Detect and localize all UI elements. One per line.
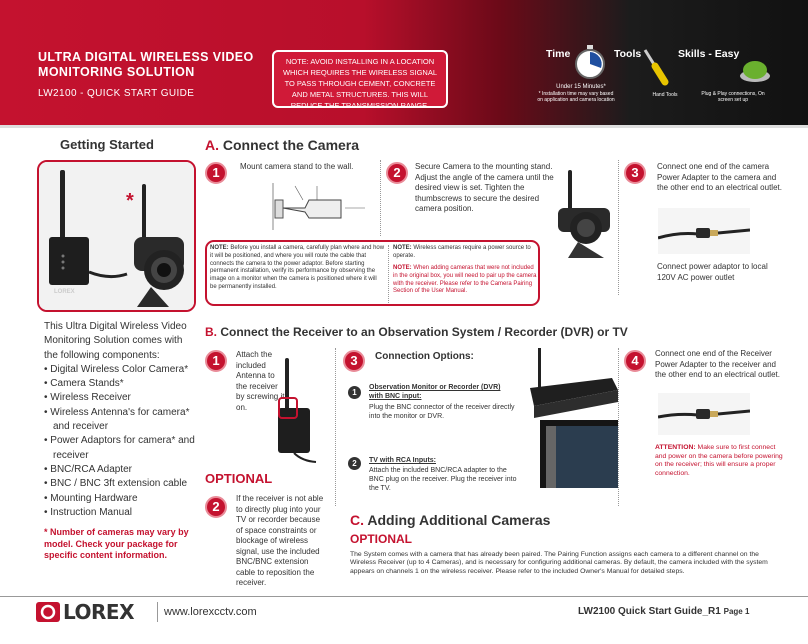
receiver-power-image bbox=[658, 393, 750, 435]
screwdriver-icon bbox=[641, 46, 671, 86]
divider bbox=[380, 160, 381, 236]
components-photo bbox=[37, 160, 196, 312]
components-text bbox=[44, 320, 198, 520]
stopwatch-icon bbox=[572, 44, 608, 80]
footer-divider bbox=[157, 602, 158, 622]
step-a2-text: Secure Camera to the mounting stand. Adjust the angle of the camera until the desired view is set. Tighten the thumbscrews to secure the desired camera position. bbox=[415, 162, 554, 213]
step-a3-text: Connect one end of the camera Power Adapter to the camera and the other end to an electrical outlet. bbox=[657, 162, 782, 192]
lorex-mark-icon bbox=[36, 602, 60, 622]
step-b4-badge: 4 bbox=[624, 350, 646, 372]
header-divider bbox=[0, 125, 808, 128]
getting-started-heading: Getting Started bbox=[60, 137, 154, 152]
time-note: * Installation time may vary based on application and camera location bbox=[537, 91, 615, 103]
list-item: • Digital Wireless Color Camera* bbox=[44, 363, 189, 375]
note-installation: NOTE: Before you install a camera, carefully plan where and how it will be positioned, and where you will route the cable that connects the camera to the power adaptor. Before starting permanent installation, verify its performance by observing the image on a monitor when the camera is positioned where it will be permanently installed. bbox=[210, 245, 385, 290]
camera-stand-image bbox=[548, 170, 618, 258]
step-b3-badge: 3 bbox=[343, 350, 365, 372]
list-item: • BNC/RCA Adapter bbox=[44, 463, 132, 475]
tools-note: Hand Tools bbox=[652, 92, 678, 98]
divider bbox=[388, 245, 389, 303]
components-note: * Number of cameras may vary by model. Check your package for specific content information. bbox=[44, 527, 189, 560]
list-item: • Mounting Hardware bbox=[44, 492, 138, 504]
step-a1-text: Mount camera stand to the wall. bbox=[240, 162, 354, 171]
time-label: Time bbox=[546, 48, 571, 60]
list-item: • Instruction Manual bbox=[44, 506, 132, 518]
option2-title: TV with RCA Inputs: bbox=[369, 457, 437, 464]
note-power: NOTE: Wireless cameras require a power source to operate. bbox=[393, 245, 531, 259]
step-a3-caption: Connect power adaptor to local 120V AC power outlet bbox=[657, 262, 768, 282]
wall-mount-diagram bbox=[255, 178, 375, 233]
section-c-heading: C. Adding Additional Cameras bbox=[350, 512, 551, 528]
dvr-tv-image bbox=[520, 348, 618, 488]
option1-badge: 1 bbox=[348, 386, 361, 399]
divider bbox=[618, 348, 619, 506]
section-c-text: The System comes with a camera that has already been paired. The Pairing Function assigns each camera to a different channel on the Wireless Receiver (up to 4 Cameras), and is necessary for configuring additional cameras. By default, the camera included with the system appears on channels 1 on the wireless receiver. Please refer to the included Owner's Manual for detailed steps. bbox=[350, 551, 768, 575]
header-banner bbox=[0, 0, 808, 125]
document-subtitle: LW2100 - QUICK START GUIDE bbox=[38, 88, 195, 99]
section-a-heading: A. Connect the Camera bbox=[205, 137, 360, 153]
step-b1-text: Attach the included Antenna to the receiver by screwing it on. bbox=[236, 350, 285, 412]
attention-note: ATTENTION: Make sure to first connect and power on the camera before powering on the receiver; this will ensure a proper connection. bbox=[655, 444, 783, 477]
time-value: Under 15 Minutes* bbox=[556, 84, 606, 90]
step-b2-text: If the receiver is not able to directly plug into your TV or recorder because of space constraints or blockage of wireless signal, use the included BNC/BNC extension cable to reposition the receiver. bbox=[236, 494, 324, 587]
option2-text: Attach the included BNC/RCA adapter to the BNC plug on the receiver. Plug the receiver into the TV. bbox=[369, 467, 517, 492]
footer-rule bbox=[0, 596, 808, 597]
step-a2-badge: 2 bbox=[386, 162, 408, 184]
step-a3-badge: 3 bbox=[624, 162, 646, 184]
step-b2-badge: 2 bbox=[205, 496, 227, 518]
easy-button-icon bbox=[738, 54, 772, 84]
list-item: • Wireless Receiver bbox=[44, 392, 131, 404]
connection-options-heading: Connection Options: bbox=[375, 351, 474, 362]
skills-note: Plug & Play connections, On screen set up bbox=[701, 91, 765, 103]
receiver-antenna-image bbox=[268, 358, 318, 466]
skills-label: Skills - Easy bbox=[678, 48, 740, 60]
section-c-optional: OPTIONAL bbox=[350, 532, 412, 546]
option1-text: Plug the BNC connector of the receiver directly into the monitor or DVR. bbox=[369, 404, 515, 420]
section-b-heading: B. Connect the Receiver to an Observation System / Recorder (DVR) or TV bbox=[205, 325, 628, 339]
divider bbox=[618, 160, 619, 295]
optional-heading: OPTIONAL bbox=[205, 471, 273, 486]
receiver-logo: LOREX bbox=[54, 289, 75, 295]
components-intro: This Ultra Digital Wireless Video Monitoring Solution comes with the following components: bbox=[44, 321, 187, 361]
asterisk-marker: * bbox=[126, 190, 134, 212]
step-b1-badge: 1 bbox=[205, 350, 227, 372]
step-a1-badge: 1 bbox=[205, 162, 227, 184]
option1-title: Observation Monitor or Recorder (DVR) with BNC input: bbox=[369, 384, 501, 400]
list-item: • Power Adaptors for camera* and receiver bbox=[44, 435, 195, 461]
divider bbox=[335, 348, 336, 506]
lorex-logo: LOREX bbox=[36, 602, 134, 622]
document-title: ULTRA DIGITAL WIRELESS VIDEO MONITORING SOLUTION bbox=[38, 50, 254, 79]
tools-label: Tools bbox=[614, 48, 642, 60]
components-list bbox=[44, 363, 198, 520]
note-pairing: NOTE: When adding cameras that were not included in the original box, you will need to pair up the camera with the receiver. Please refer to the Camera Pairing Section of the User Manual. bbox=[393, 265, 537, 295]
list-item: • Wireless Antenna's for camera* and receiver bbox=[44, 406, 190, 433]
header-note: NOTE: AVOID INSTALLING IN A LOCATION WHICH REQUIRES THE WIRELESS SIGNAL TO PASS THROUGH CEMENT, CONCRETE AND METAL STRUCTURES. THIS WILL REDUCE THE TRANSMISSION RANGE. bbox=[272, 50, 448, 108]
option2-badge: 2 bbox=[348, 457, 361, 470]
website-link[interactable]: www.lorexcctv.com bbox=[164, 606, 257, 618]
list-item: • Camera Stands* bbox=[44, 378, 124, 390]
list-item: • BNC / BNC 3ft extension cable bbox=[44, 478, 188, 490]
power-adaptor-image bbox=[658, 208, 750, 254]
footer-guide-title: LW2100 Quick Start Guide_R1 Page 1 bbox=[578, 606, 750, 617]
step-b4-text: Connect one end of the Receiver Power Adapter to the receiver and the other end to an electrical outlet. bbox=[655, 349, 780, 379]
